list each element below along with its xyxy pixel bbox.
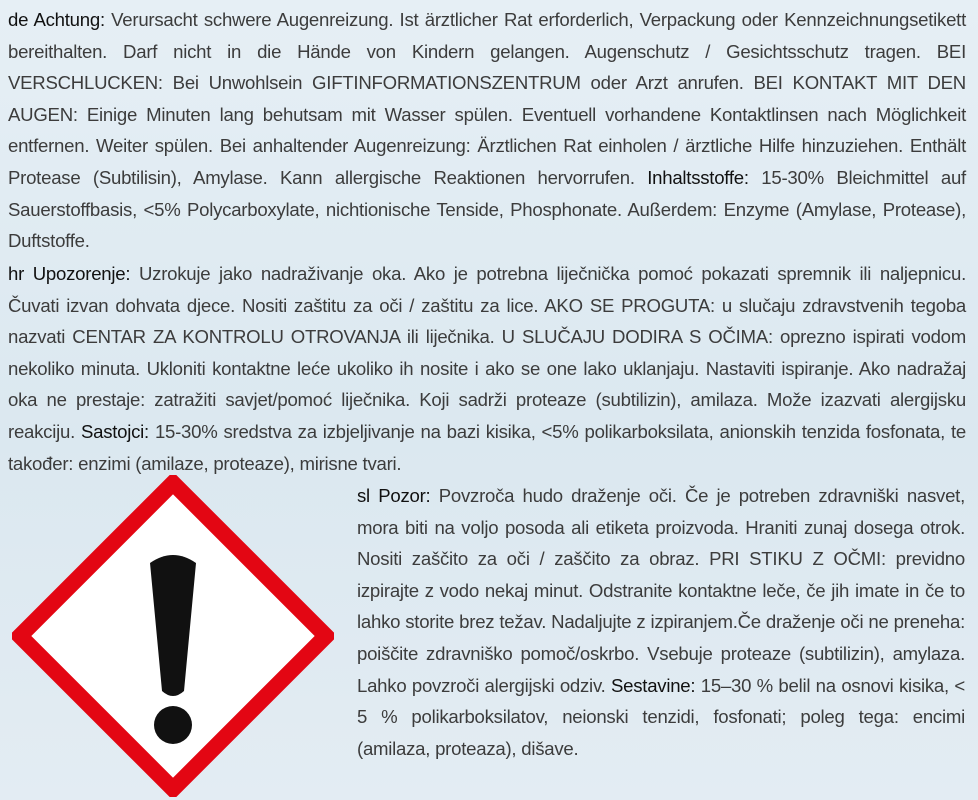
ingredients-label: Sastojci:: [80, 420, 149, 442]
warning-section-sl: [357, 480, 965, 764]
language-code: sl: [357, 485, 370, 506]
ingredients-text: 15-30% Bleichmittel auf Sauerstoffbasis, <5% Polycarboxylate, nichtionische Tenside, Phosphonate. Außerdem: Enzyme (Amylase, Protease), Duftstoffe.: [8, 166, 966, 252]
hazard-text: Uzrokuje jako nadraživanje oka. Ako je potrebna liječnička pomoć pokazati spremnik ili naljepnicu. Čuvati izvan dohvata djece. Nositi zaštitu za oči / zaštitu za lice. AKO SE PROGUTA: u slučaju zdravstvenih tegoba nazvati CENTAR ZA KONTROLU OTROVANJA ili liječnika. U SLUČAJU DODIRA S OČIMA: oprezno ispirati vodom nekoliko minuta. Ukloniti kontaktne leće ukoliko ih nosite i ako se one lako uklanjaju. Nastaviti ispiranje. Ako nadražaj oka ne prestaje: zatražiti savjet/pomoć liječnika. Koji sadrži proteaze (subtilizin), amilaza. Može izazvati alergijsku reakciju.: [8, 263, 966, 442]
exclamation-dot: [154, 706, 192, 744]
warning-section-de: [8, 4, 966, 257]
signal-word: Pozor:: [378, 485, 431, 506]
warning-section-hr: [8, 258, 966, 479]
ingredients-text: 15–30 % belil na osnovi kisika, < 5 % polikarboksilatov, neionski tenzidi, fosfonati; poleg tega: encimi (amilaza, proteaza), dišave.: [357, 674, 965, 759]
ingredients-label: Inhaltsstoffe:: [647, 166, 749, 188]
hazard-text: Povzroča hudo draženje oči. Če je potreben zdravniški nasvet, mora biti na voljo posoda ali etiketa proizvoda. Hraniti zunaj dosega otrok. Nositi zaščito za oči / zaščito za obraz. PRI STIKU Z OČMI: previdno izpirajte z vodo nekaj minut. Odstranite kontaktne leče, če jih imate in če to lahko storite brez težav. Nadaljujte z izpiranjem.Če draženje oči ne preneha: poiščite zdravniško pomoč/oskrbo. Vsebuje proteaze (subtilizin), amylaza. Lahko povzroči alergijski odziv.: [357, 485, 966, 696]
language-code: de: [8, 9, 29, 30]
signal-word: Upozorenje:: [32, 263, 131, 284]
ingredients-label: Sestavine:: [610, 674, 696, 696]
language-code: hr: [8, 263, 25, 284]
ghs07-exclamation-mark-icon: [12, 475, 334, 797]
hazard-text: Verursacht schwere Augenreizung. Ist ärztlicher Rat erforderlich, Verpackung oder Kennzeichnungsetikett bereithalten. Darf nicht in die Hände von Kindern gelangen. Augenschutz / Gesichtsschutz tragen. BEI VERSCHLUCKEN: Bei Unwohlsein GIFTINFORMATIONSZENTRUM oder Arzt anrufen. BEI KONTAKT MIT DEN AUGEN: Einige Minuten lang behutsam mit Wasser spülen. Eventuell vorhandene Kontaktlinsen nach Möglichkeit entfernen. Weiter spülen. Bei anhaltender Augenreizung: Ärztlichen Rat einholen / ärztliche Hilfe hinzuziehen. Enthält Protease (Subtilisin), Amylase. Kann allergische Reaktionen hervorrufen.: [8, 9, 967, 188]
ingredients-text: 15-30% sredstva za izbjeljivanje na bazi kisika, <5% polikarboksilata, anionskih tenzida fosfonata, te također: enzimi (amilaze, proteaze), mirisne tvari.: [8, 420, 967, 474]
signal-word: Achtung:: [33, 9, 105, 30]
